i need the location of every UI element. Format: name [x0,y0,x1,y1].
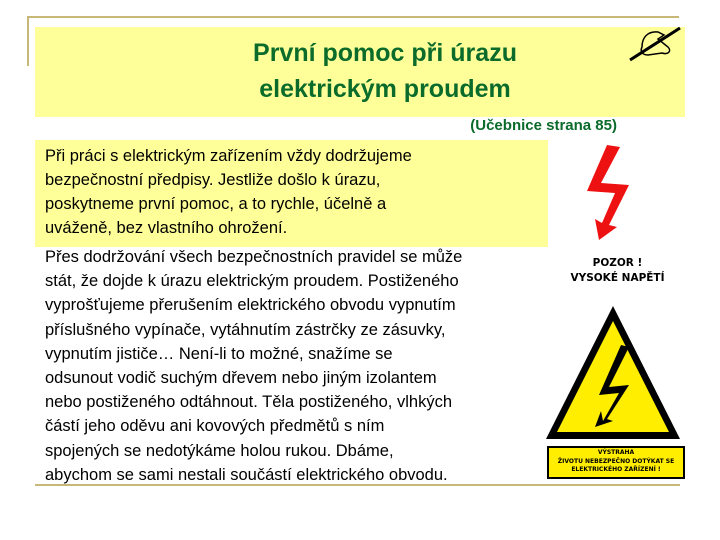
warning-line-2: ŽIVOTU NEBEZPEČNO DOTÝKAT SE [557,457,675,465]
bottom-divider [35,484,680,486]
intro-paragraph: Při práci s elektrickým zařízením vždy dodržujeme bezpečnostní předpisy. Jestliže došlo k úrazu, poskytneme první pomoc, a to rychle, účelně a uváženě, bez vlastního ohrožení. [35,140,548,247]
warning-sign [547,446,685,479]
page-title [185,35,585,107]
top-divider [27,16,679,18]
warning-line-3: ELEKTRICKÉHO ZAŘÍZENÍ ! [571,466,661,473]
title-line-1: První pomoc při úrazu [253,39,517,67]
title-line-2: elektrickým proudem [259,75,511,103]
warning-line-1: VÝSTRAHA [597,449,635,456]
writing-hand-icon [628,25,684,65]
left-divider [27,16,29,66]
sign-label-line-2: VYSOKÉ NAPĚTÍ [570,272,665,284]
high-voltage-label [555,256,680,286]
title-box [35,27,685,117]
body-paragraph: Přes dodržování všech bezpečnostních pravidel se může stát, že dojde k úrazu elektrickým proudem. Postiženého vyprošťujeme přerušením elektrického obvodu vypnutím příslušného vypínače, vytáhnutím zástrčky ze zásuvky, vypnutím jističe… Není-li to možné, snažíme se odsunout vodič suchým dřevem nebo jiným izolantem nebo postiženého odtáhnout. Těla postiženého, vlhkých částí jeho oděvu ani kovových předmětů s ním spojených se nedotýkáme holou rukou. Dbáme, abychom se sami nestali součástí elektrického obvodu. [45,248,463,484]
sign-label-line-1: POZOR ! [592,257,643,269]
lightning-bolt-icon [585,145,645,240]
high-voltage-warning-triangle-icon [543,303,683,443]
textbook-reference: (Učebnice strana 85) [470,117,617,134]
